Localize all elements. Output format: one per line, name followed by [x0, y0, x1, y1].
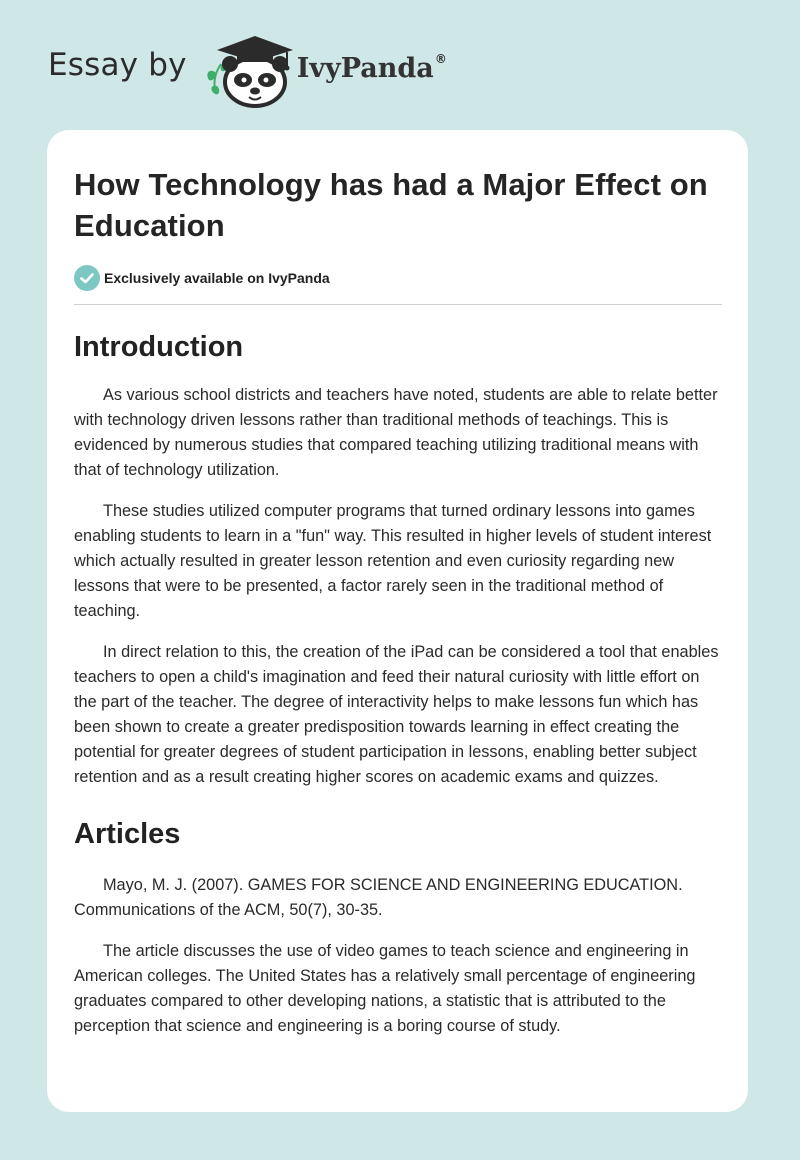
paragraph: As various school districts and teachers have noted, students are able to relate better with technology driven lessons rather than traditional methods of teachings. This is evidenced by numerous studies that compared teaching utilizing traditional means with that of technology utilization.	[74, 386, 718, 479]
exclusive-badge-text: Exclusively available on IvyPanda	[104, 270, 330, 286]
panda-logo-icon[interactable]	[201, 30, 295, 110]
section-heading-articles: Articles	[74, 818, 181, 850]
essay-card	[47, 130, 748, 1112]
site-header	[48, 30, 447, 110]
citation: Mayo, M. J. (2007). GAMES FOR SCIENCE AND ENGINEERING EDUCATION. Communications of the ACM, 50(7), 30-35.	[74, 876, 683, 919]
essay-by-label: Essay by	[48, 47, 187, 83]
check-circle-icon	[74, 265, 100, 291]
essay-title: How Technology has had a Major Effect on Education	[74, 167, 708, 243]
brand-name[interactable]	[297, 52, 447, 84]
registered-mark: ®	[434, 52, 447, 66]
panda-graduation-cap-icon	[201, 30, 295, 110]
paragraph: In direct relation to this, the creation of the iPad can be considered a tool that enables teachers to open a child's imagination and feed their natural curiosity with little effort on the part of the teacher. The degree of interactivity helps to make lessons fun which has been shown to create a greater predisposition towards learning in effect creating the potential for greater degrees of student participation in lessons, enabling better subject retention and as a result creating higher scores on academic exams and quizzes.	[74, 643, 719, 786]
paragraph: The article discusses the use of video games to teach science and engineering in American colleges. The United States has a relatively small percentage of engineering graduates compared to other developing nations, a statistic that is attributed to the perception that science and engineering is a boring course of study.	[74, 942, 696, 1035]
section-heading-introduction: Introduction	[74, 331, 244, 363]
brand-text: IvyPanda	[296, 53, 434, 84]
exclusive-badge	[74, 264, 722, 292]
paragraph: These studies utilized computer programs that turned ordinary lessons into games enabling students to learn in a "fun" way. This resulted in higher levels of student interest which actually resulted in greater lesson retention and even curiosity regarding new lessons that were to be presented, a factor rarely seen in the traditional method of teaching.	[74, 502, 712, 620]
title-divider	[74, 304, 722, 305]
